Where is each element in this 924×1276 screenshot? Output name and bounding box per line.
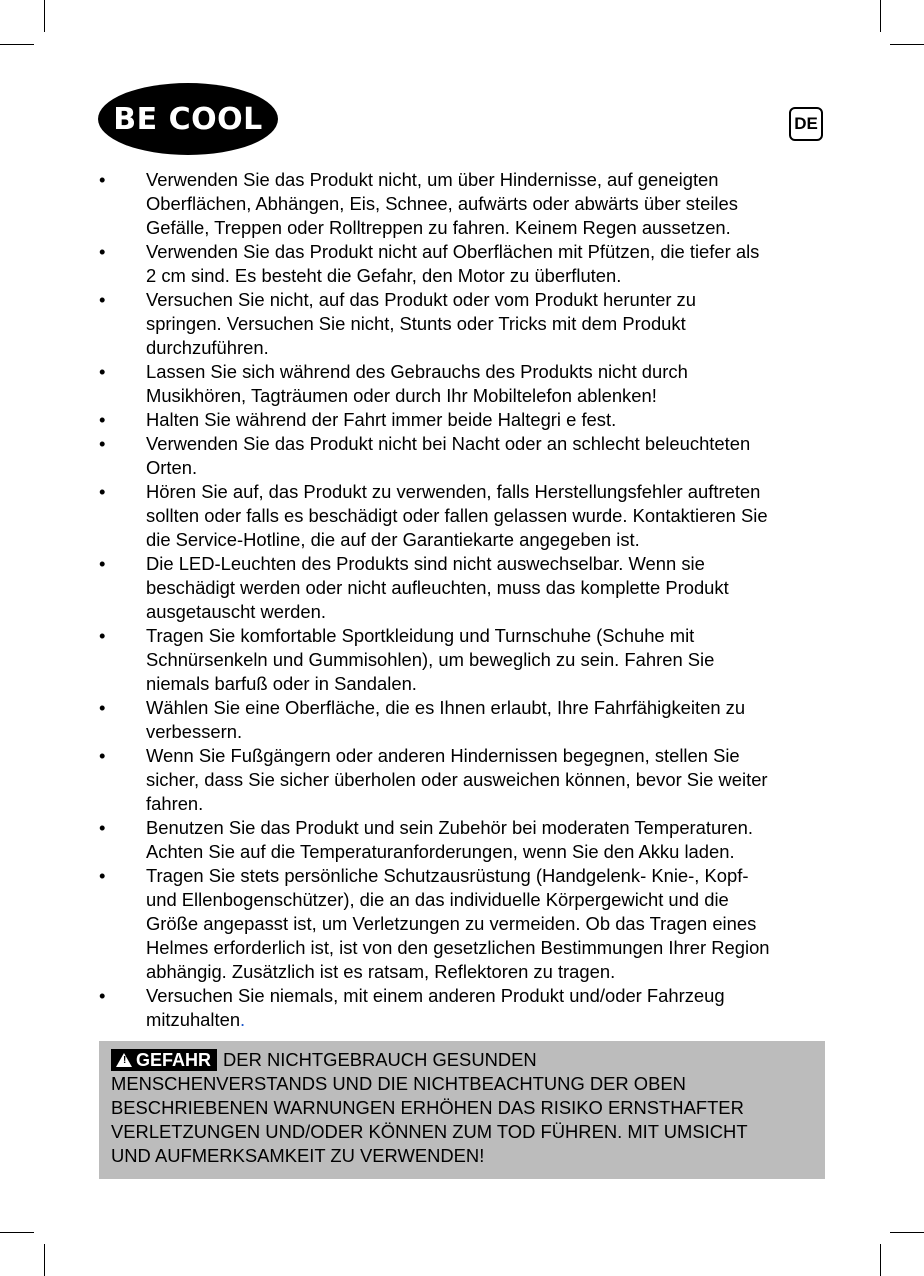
list-item-line — [146, 624, 828, 648]
list-item-text: Oberflächen, Abhängen, Eis, Schnee, aufwärts oder abwärts über steiles — [146, 193, 738, 214]
list-item-line — [146, 912, 828, 936]
danger-line: BESCHRIEBENEN WARNUNGEN ERHÖHEN DAS RISIKO ERNSTHAFTER — [111, 1097, 744, 1118]
list-item-text: beschädigt werden oder nicht aufleuchten, muss das komplette Produkt — [146, 577, 729, 598]
list-item-text: Hören Sie auf, das Produkt zu verwenden, falls Herstellungsfehler auftreten — [146, 481, 761, 502]
crop-mark — [44, 0, 45, 32]
list-item — [0, 624, 924, 696]
bullet-icon: • — [99, 985, 106, 1006]
list-item-line — [146, 768, 828, 792]
crop-mark — [880, 0, 881, 32]
bullet-icon: • — [99, 745, 106, 766]
list-item-text: Benutzen Sie das Produkt und sein Zubehör bei moderaten Temperaturen. — [146, 817, 753, 838]
list-item-text: ausgetauscht werden. — [146, 601, 326, 622]
crop-mark — [0, 1232, 34, 1233]
bullet-icon: • — [99, 817, 106, 838]
list-item-line — [146, 864, 828, 888]
crop-mark — [0, 44, 34, 45]
bullet-icon: • — [99, 865, 106, 886]
list-item-text: Wählen Sie eine Oberfläche, die es Ihnen erlaubt, Ihre Fahrfähigkeiten zu — [146, 697, 746, 718]
list-item-text: niemals barfuß oder in Sandalen. — [146, 673, 417, 694]
list-item-line — [146, 648, 828, 672]
list-item-line — [146, 504, 828, 528]
list-item — [0, 432, 924, 480]
list-item-line — [146, 360, 828, 384]
list-item-line — [146, 408, 828, 432]
list-item-line — [146, 960, 828, 984]
list-item — [0, 288, 924, 360]
list-item — [0, 408, 924, 432]
language-badge: DE — [789, 107, 823, 141]
list-item — [0, 240, 924, 288]
crop-mark — [44, 1244, 45, 1276]
list-item-line — [146, 792, 828, 816]
warning-triangle-icon: ! — [116, 1053, 132, 1067]
danger-label: GEFAHR — [136, 1050, 212, 1070]
list-item-line — [146, 384, 828, 408]
list-item-line — [146, 672, 828, 696]
list-item-text: Halten Sie während der Fahrt immer beide Haltegri e fest. — [146, 409, 617, 430]
list-item-text: verbessern. — [146, 721, 243, 742]
list-item-line — [146, 168, 828, 192]
list-item-text: Helmes erforderlich ist, ist von den gesetzlichen Bestimmungen Ihrer Region — [146, 937, 770, 958]
list-item-text: Lassen Sie sich während des Gebrauchs des Produkts nicht durch — [146, 361, 688, 382]
list-item — [0, 480, 924, 552]
list-item-text: die Service-Hotline, die auf der Garantiekarte angegeben ist. — [146, 529, 640, 550]
bullet-icon: • — [99, 169, 106, 190]
list-item-text: Verwenden Sie das Produkt nicht, um über Hindernisse, auf geneigten — [146, 169, 719, 190]
list-item-text: Verwenden Sie das Produkt nicht auf Oberflächen mit Pfützen, die tiefer als — [146, 241, 760, 262]
list-item-line — [146, 600, 828, 624]
safety-instructions-list — [0, 168, 924, 1032]
danger-line-text: DER NICHTGEBRAUCH GESUNDEN — [223, 1049, 537, 1070]
list-item-line — [146, 288, 828, 312]
list-item-line — [146, 264, 828, 288]
list-item — [0, 696, 924, 744]
list-item-line — [146, 936, 828, 960]
brand-logo-text: BE COOL — [113, 101, 263, 137]
list-item-line — [146, 840, 828, 864]
list-item-text: Wenn Sie Fußgängern oder anderen Hindernissen begegnen, stellen Sie — [146, 745, 740, 766]
list-item-text: Achten Sie auf die Temperaturanforderungen, wenn Sie den Akku laden. — [146, 841, 735, 862]
list-item-text: mitzuhalten — [146, 1009, 241, 1030]
list-item — [0, 552, 924, 624]
list-item-text: Tragen Sie komfortable Sportkleidung und Turnschuhe (Schuhe mit — [146, 625, 695, 646]
list-item-text: 2 cm sind. Es besteht die Gefahr, den Motor zu überfluten. — [146, 265, 622, 286]
bullet-icon: • — [99, 409, 106, 430]
bullet-icon: • — [99, 481, 106, 502]
list-item-line — [146, 456, 828, 480]
list-item-line — [146, 216, 828, 240]
list-item-text: springen. Versuchen Sie nicht, Stunts oder Tricks mit dem Produkt — [146, 313, 686, 334]
list-item-text: durchzuführen. — [146, 337, 269, 358]
list-item-text: sollten oder falls es beschädigt oder fallen gelassen wurde. Kontaktieren Sie — [146, 505, 768, 526]
bullet-icon: • — [99, 553, 106, 574]
list-item-line — [146, 432, 828, 456]
bullet-icon: • — [99, 625, 106, 646]
list-item — [0, 168, 924, 240]
crop-mark — [890, 44, 924, 45]
list-item-line — [146, 528, 828, 552]
list-item-line — [146, 552, 828, 576]
list-item — [0, 984, 924, 1032]
list-item-text: abhängig. Zusätzlich ist es ratsam, Reflektoren zu tragen. — [146, 961, 616, 982]
list-item-line — [146, 480, 828, 504]
list-item-line — [146, 240, 828, 264]
danger-line — [111, 1048, 813, 1072]
danger-line: MENSCHENVERSTANDS UND DIE NICHTBEACHTUNG DER OBEN — [111, 1073, 686, 1094]
list-item-line — [146, 336, 828, 360]
list-item-text: Tragen Sie stets persönliche Schutzausrüstung (Handgelenk- Knie-, Kopf- — [146, 865, 749, 886]
list-item-text: sicher, dass Sie sicher überholen oder ausweichen können, bevor Sie weiter — [146, 769, 768, 790]
list-item-text: Größe angepasst ist, um Verletzungen zu vermeiden. Ob das Tragen eines — [146, 913, 757, 934]
crop-mark — [880, 1244, 881, 1276]
brand-logo — [98, 83, 278, 155]
list-item-line — [146, 576, 828, 600]
danger-badge — [111, 1049, 217, 1071]
bullet-icon: • — [99, 697, 106, 718]
bullet-icon: • — [99, 289, 106, 310]
danger-warning-box — [99, 1041, 825, 1179]
list-item — [0, 816, 924, 864]
list-item — [0, 744, 924, 816]
list-item-line — [146, 720, 828, 744]
danger-line: UND AUFMERKSAMKEIT ZU VERWENDEN! — [111, 1145, 485, 1166]
list-item-text: Die LED-Leuchten des Produkts sind nicht auswechselbar. Wenn sie — [146, 553, 705, 574]
list-item-text: fahren. — [146, 793, 204, 814]
bullet-icon: • — [99, 361, 106, 382]
list-item-line — [146, 312, 828, 336]
list-item-line — [146, 696, 828, 720]
crop-mark — [890, 1232, 924, 1233]
list-item-text: Verwenden Sie das Produkt nicht bei Nacht oder an schlecht beleuchteten — [146, 433, 751, 454]
list-item-text: Versuchen Sie nicht, auf das Produkt oder vom Produkt herunter zu — [146, 289, 696, 310]
trailing-period: . — [240, 1009, 246, 1030]
list-item-line — [146, 984, 828, 1008]
list-item-line — [146, 192, 828, 216]
list-item-text: Musikhören, Tagträumen oder durch Ihr Mobiltelefon ablenken! — [146, 385, 657, 406]
list-item-text: und Ellenbogenschützer), die an das individuelle Körpergewicht und die — [146, 889, 729, 910]
list-item-text: Orten. — [146, 457, 198, 478]
list-item-text: Gefälle, Treppen oder Rolltreppen zu fahren. Keinem Regen aussetzen. — [146, 217, 731, 238]
bullet-icon: • — [99, 433, 106, 454]
bullet-icon: • — [99, 241, 106, 262]
list-item — [0, 864, 924, 984]
list-item-line — [146, 888, 828, 912]
list-item-line — [146, 744, 828, 768]
list-item-line — [146, 816, 828, 840]
list-item-text: Versuchen Sie niemals, mit einem anderen Produkt und/oder Fahrzeug — [146, 985, 725, 1006]
list-item-line — [146, 1008, 828, 1032]
danger-line: VERLETZUNGEN UND/ODER KÖNNEN ZUM TOD FÜHREN. MIT UMSICHT — [111, 1121, 748, 1142]
list-item — [0, 360, 924, 408]
list-item-text: Schnürsenkeln und Gummisohlen), um beweglich zu sein. Fahren Sie — [146, 649, 715, 670]
